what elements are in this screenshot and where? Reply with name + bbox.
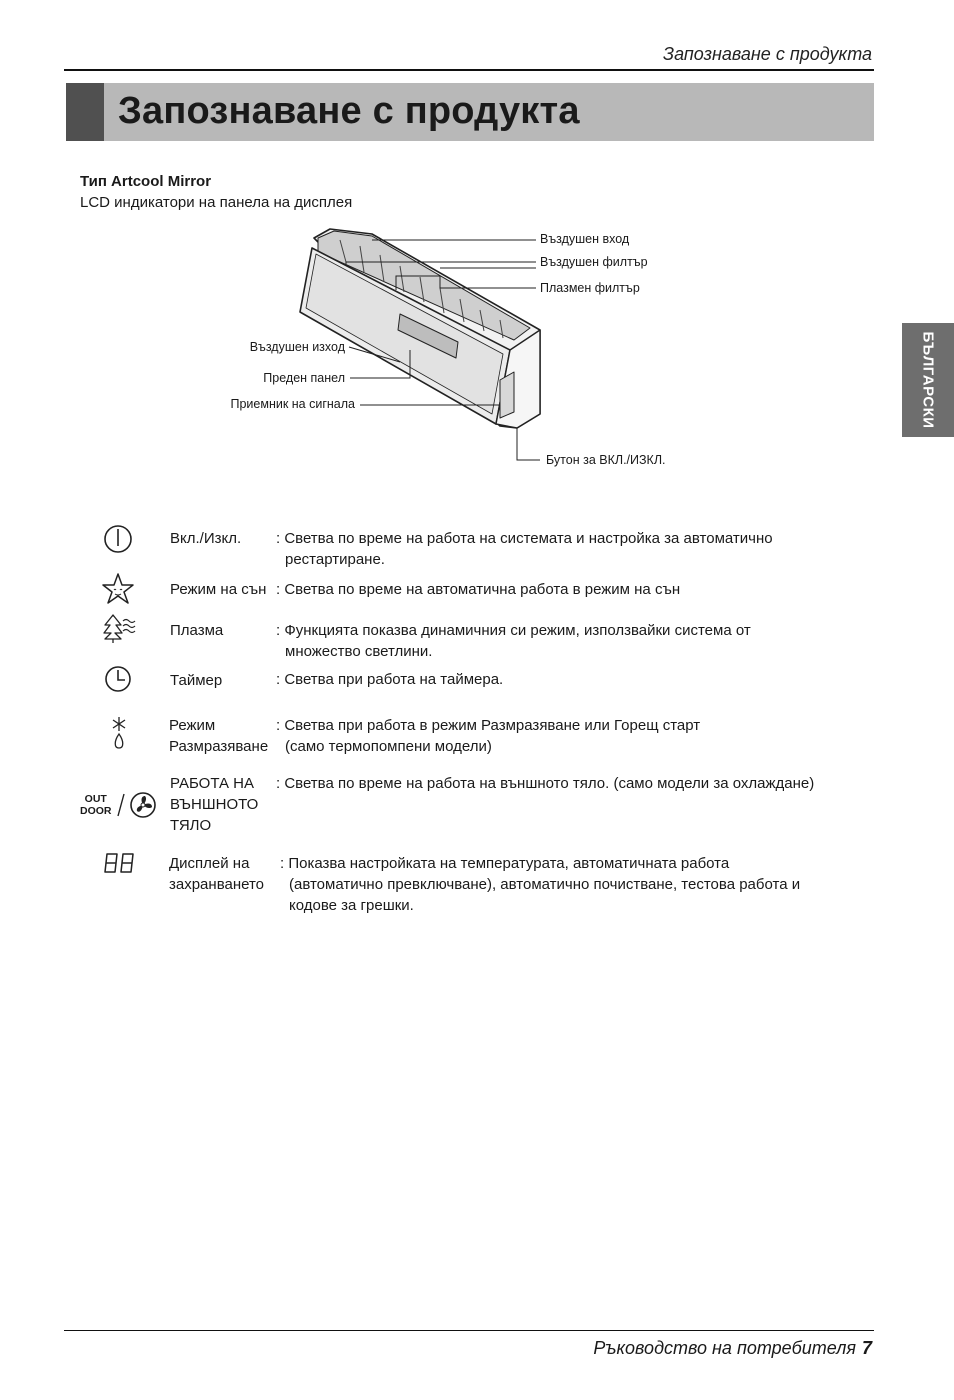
outdoor-icon-text-door: DOOR [80,805,112,817]
indicator-desc-timer-1: : Светва при работа на таймера. [276,671,504,688]
indicator-desc-plasma-1: : Функцията показва динамичния си режим, използвайки система от [276,622,751,639]
label-air-outlet: Въздушен изход [249,340,345,354]
indicator-desc-power-2: рестартиране. [285,551,385,568]
indicator-name-display-1: Дисплей на [169,855,250,872]
indicator-desc-defrost-1: : Светва при работа в режим Размразяване или Горещ старт [276,717,701,734]
label-air-filter: Въздушен филтър [540,255,648,269]
indicator-desc-display-2: (автоматично превключване), автоматично почистване, тестова работа и [289,876,801,893]
indicator-name-timer: Таймер [170,672,223,689]
indicator-desc-outdoor-1: : Светва по време на работа на външното тяло. (само модели за охлаждане) [276,775,815,792]
label-front-panel: Преден панел [263,371,345,385]
indicator-desc-power-1: : Светва по време на работа на системата и настройка за автоматично [276,530,773,547]
defrost-icon [110,716,128,750]
label-plasma-filter: Плазмен филтър [540,281,640,295]
label-onoff-button: Бутон за ВКЛ./ИЗКЛ. [546,453,666,467]
seven-segment-icon [103,852,137,874]
indicator-desc-sleep-1: : Светва по време на автоматична работа в режим на сън [276,581,681,598]
section-title: Тип Artcool Mirror [80,173,212,190]
label-air-inlet: Въздушен вход [540,232,630,246]
footer-text: Ръководство на потребителя [593,1338,856,1358]
sleep-star-icon [101,572,135,606]
indicator-name-defrost-2: Размразяване [169,738,269,755]
page-title: Запознаване с продукта [118,90,580,132]
section-subtitle: LCD индикатори на панела на дисплея [80,194,353,211]
page-number: 7 [861,1338,872,1358]
footer [593,1338,872,1359]
indicator-name-outdoor-2: ВЪНШНОТО [170,796,259,813]
indicator-name-defrost-1: Режим [169,717,216,734]
timer-icon [104,665,132,693]
indicator-name-sleep: Режим на сън [170,581,267,598]
language-tab-label: БЪЛГАРСКИ [919,331,937,429]
footer-rule [64,1330,874,1331]
indicator-desc-defrost-2: (само термопомпени модели) [285,738,492,755]
outdoor-fan-icon [116,790,158,820]
indicator-name-outdoor-3: ТЯЛО [170,817,212,834]
indicator-name-display-2: захранването [169,876,265,893]
indicator-desc-display-1: : Показва настройката на температурата, автоматичната работа [280,855,730,872]
power-icon [103,524,133,554]
indicator-name-outdoor-1: РАБОТА НА [170,775,255,792]
outdoor-icon-text [80,793,112,817]
indicator-desc-display-3: кодове за грешки. [289,897,414,914]
outdoor-icon-text-out: OUT [84,793,107,805]
seven-segment-text: 88 [103,852,105,853]
label-signal-receiver: Приемник на сигнала [230,397,355,411]
plasma-icon [101,613,139,643]
running-header: Запознаване с продукта [663,44,872,64]
indicator-desc-plasma-2: множество светлини. [285,643,433,660]
product-diagram [0,0,954,480]
indicator-name-plasma: Плазма [170,622,224,639]
indicator-name-power: Вкл./Изкл. [170,530,242,547]
